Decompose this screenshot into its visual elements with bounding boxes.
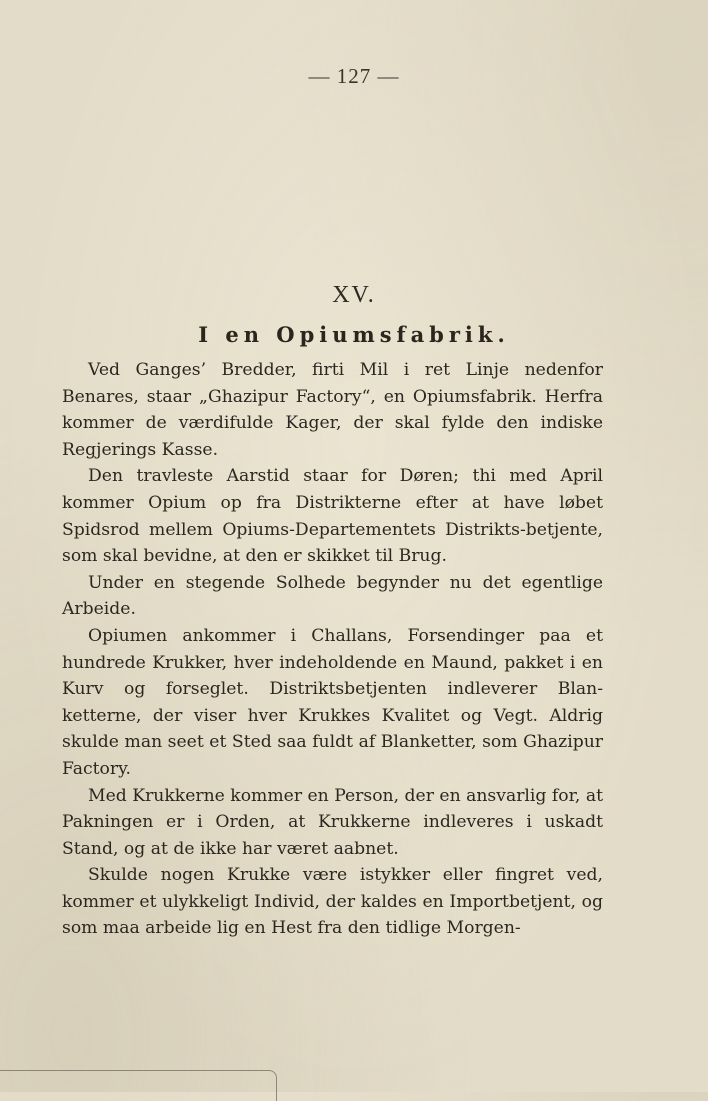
paragraph: Under en stegende Solhede begynder nu det egentlige Arbeide. — [62, 572, 603, 620]
paragraph: Den travleste Aarstid staar for Døren; thi med April kommer Opium op fra Distrikterne efter at have løbet Spidsrod mellem Opiums-Departementets Distrikts-betjente, som skal bevidne, at den er skikket til Brug. — [62, 466, 603, 567]
paragraph: Ved Ganges’ Bredder, firti Mil i ret Linje nedenfor Benares, staar „Ghazipur Factory“, en Opiumsfabrik. Herfra kommer de værdifulde Kager, der skal fylde den indiske Regjerings Kasse. — [62, 360, 603, 460]
chapter-title: I en Opiumsfabrik. — [198, 322, 510, 347]
paragraph: Opiumen ankommer i Challans, Forsendinger paa et hundrede Krukker, hver indeholdende en Maund, pakket i en Kurv og forseglet. Distriktsbetjenten indleverer Blan-ketterne, der viser hver Krukkes Kvalitet og Vegt. Aldrig skulde man seet et Sted saa fuldt af Blanketter, som Ghazipur Factory. — [62, 625, 603, 779]
chapter-number: XV. — [332, 282, 376, 308]
paragraph: Med Krukkerne kommer en Person, der en ansvarlig for, at Pakningen er i Orden, at Krukkerne indleveres i uskadt Stand, og at de ikke har været aabnet. — [62, 785, 603, 859]
paragraph: Skulde nogen Krukke være istykker eller fingret ved, kommer et ulykkeligt Individ, der kaldes en Importbetjent, og som maa arbeide lig en Hest fra den tidlige Morgen- — [62, 865, 603, 939]
page-number: — 127 — — [308, 64, 400, 88]
body-text — [62, 357, 603, 942]
page-edge-mark — [0, 1070, 277, 1101]
